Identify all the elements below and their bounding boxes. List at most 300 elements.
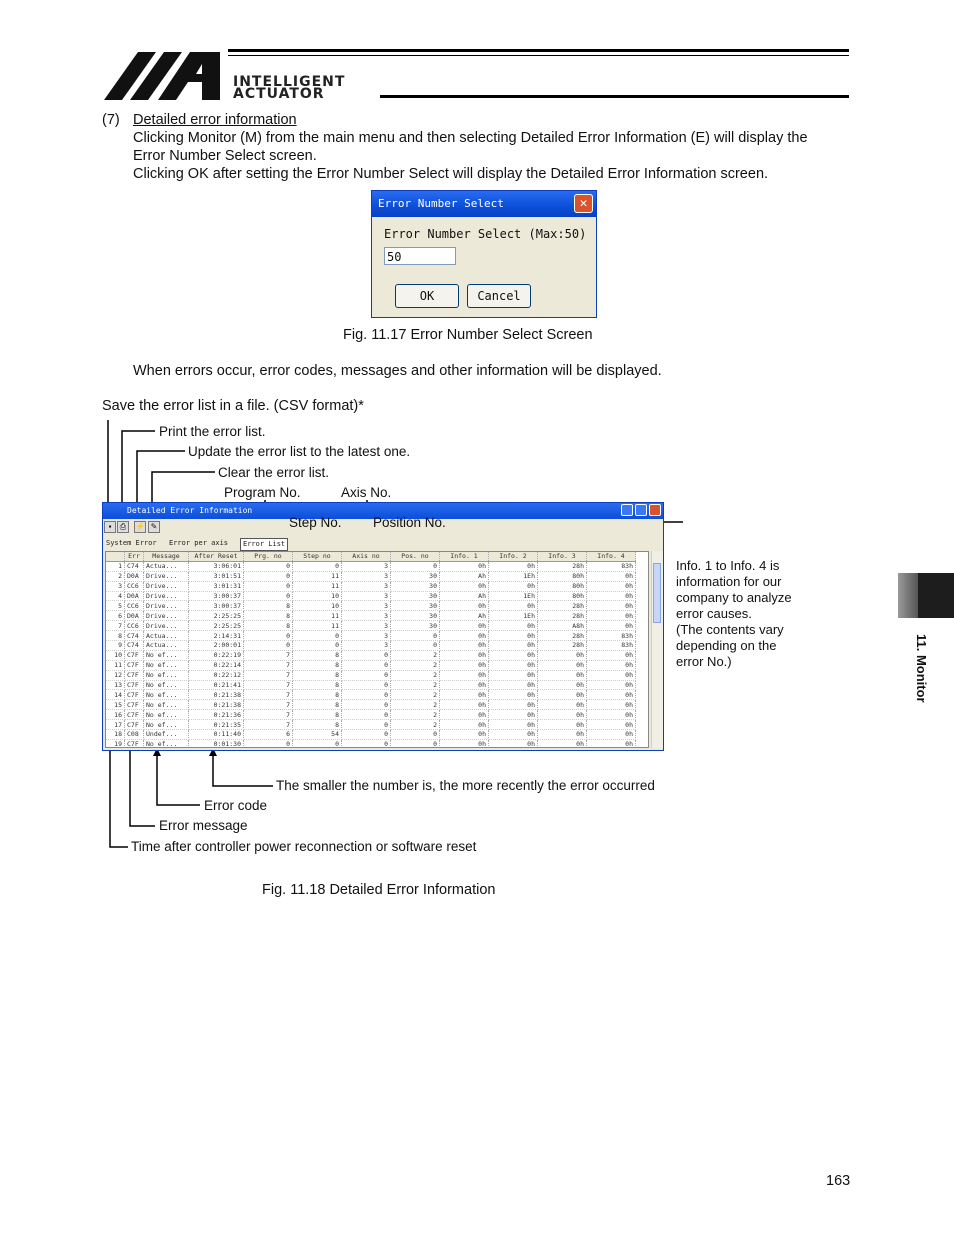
table-cell: 0h — [489, 730, 538, 740]
table-cell: 3 — [342, 581, 391, 591]
table-cell: Drive... — [144, 571, 189, 581]
table-cell: 0 — [293, 631, 342, 641]
table-cell: 0:22:14 — [189, 660, 244, 670]
table-cell: C7F — [125, 710, 144, 720]
column-header[interactable]: Axis no — [342, 552, 391, 561]
column-header[interactable]: Info. 3 — [538, 552, 587, 561]
table-cell: 0h — [440, 601, 489, 611]
table-cell: 13 — [106, 680, 125, 690]
table-cell: 2 — [106, 571, 125, 581]
table-cell: CC6 — [125, 581, 144, 591]
table-cell: C7F — [125, 700, 144, 710]
table-cell: 0 — [244, 581, 293, 591]
table-cell: 0h — [538, 690, 587, 700]
tab-error-list[interactable]: Error List — [240, 538, 288, 551]
ann-step-no: Step No. — [289, 515, 342, 530]
table-cell: 0h — [489, 670, 538, 680]
table-cell: 0:21:35 — [189, 720, 244, 730]
table-cell: 8 — [293, 710, 342, 720]
save-note: Save the error list in a file. (CSV format)* — [102, 398, 364, 414]
table-cell: 3 — [342, 631, 391, 641]
table-row[interactable] — [106, 660, 636, 670]
table-cell: 0:22:12 — [189, 670, 244, 680]
table-cell: 0 — [244, 571, 293, 581]
table-cell: 1 — [106, 561, 125, 571]
ann-program-no: Program No. — [224, 485, 301, 500]
table-row[interactable] — [106, 561, 636, 571]
ok-button[interactable]: OK — [395, 284, 459, 308]
table-cell: 14 — [106, 690, 125, 700]
column-header[interactable]: Prg. no — [244, 552, 293, 561]
close-icon[interactable]: ✕ — [574, 194, 593, 213]
table-cell: 2 — [391, 710, 440, 720]
table-body — [106, 561, 636, 748]
ann-position-no: Position No. — [373, 515, 446, 530]
table-cell: 3 — [342, 591, 391, 601]
table-cell: D0A — [125, 571, 144, 581]
table-cell: 0h — [538, 680, 587, 690]
ann-axis-no: Axis No. — [341, 485, 392, 500]
table-cell: 0h — [587, 690, 636, 700]
table-cell: 0h — [489, 660, 538, 670]
table-cell: 8 — [293, 680, 342, 690]
table-cell: 0h — [587, 650, 636, 660]
table-row[interactable] — [106, 621, 636, 631]
table-cell: Actua... — [144, 631, 189, 641]
table-cell: CC6 — [125, 601, 144, 611]
table-cell: 2:25:25 — [189, 611, 244, 621]
table-cell: No ef... — [144, 670, 189, 680]
table-cell: Undef... — [144, 730, 189, 740]
table-cell: No ef... — [144, 690, 189, 700]
table-cell: 0h — [538, 650, 587, 660]
table-cell: 0h — [440, 641, 489, 651]
table-cell: 0h — [440, 581, 489, 591]
tab-error-per-axis[interactable]: Error per axis — [169, 539, 229, 547]
detailed-error-window — [102, 502, 664, 751]
table-cell: 0h — [489, 690, 538, 700]
table-cell: 30 — [391, 591, 440, 601]
ann-smaller-number: The smaller the number is, the more recently the error occurred — [276, 778, 655, 793]
tab-strip — [103, 536, 663, 550]
table-row[interactable] — [106, 739, 636, 748]
table-cell: 2 — [391, 690, 440, 700]
table-cell: Ah — [440, 611, 489, 621]
table-cell: 6 — [244, 730, 293, 740]
table-cell: 0 — [342, 730, 391, 740]
table-cell: 0 — [342, 680, 391, 690]
table-cell: 8 — [293, 660, 342, 670]
table-cell: 0h — [440, 700, 489, 710]
table-cell: 0h — [587, 700, 636, 710]
table-cell: 0h — [587, 621, 636, 631]
table-cell: No ef... — [144, 710, 189, 720]
table-cell: 9 — [106, 641, 125, 651]
table-cell: 0h — [587, 670, 636, 680]
table-cell: 0h — [587, 611, 636, 621]
table-cell: 0:21:36 — [189, 710, 244, 720]
table-cell: 7 — [244, 660, 293, 670]
vertical-scrollbar[interactable] — [651, 551, 663, 748]
table-cell: 8 — [293, 700, 342, 710]
table-cell: 0 — [342, 660, 391, 670]
table-cell: 8 — [244, 601, 293, 611]
table-cell: 30 — [391, 571, 440, 581]
table-row[interactable] — [106, 611, 636, 621]
ann-print: Print the error list. — [159, 424, 266, 439]
table-cell: 1Eh — [489, 591, 538, 601]
table-cell: 28h — [538, 641, 587, 651]
table-cell: Drive... — [144, 591, 189, 601]
table-cell: 0h — [489, 650, 538, 660]
table-cell: 0h — [587, 710, 636, 720]
table-cell: 2 — [391, 700, 440, 710]
table-cell: Drive... — [144, 611, 189, 621]
figure-caption-1: Fig. 11.17 Error Number Select Screen — [343, 327, 593, 343]
table-cell: C74 — [125, 631, 144, 641]
table-cell: 28h — [538, 611, 587, 621]
table-cell: 0h — [587, 571, 636, 581]
table-cell: 80h — [538, 571, 587, 581]
cancel-button[interactable]: Cancel — [467, 284, 531, 308]
clear-icon[interactable]: ✎ — [148, 521, 160, 533]
column-header[interactable] — [106, 552, 125, 561]
table-cell: 11 — [293, 581, 342, 591]
table-cell: 0 — [342, 720, 391, 730]
table-cell: 5 — [106, 601, 125, 611]
column-header[interactable]: After Reset — [189, 552, 244, 561]
table-cell: 0h — [538, 660, 587, 670]
table-cell: 6 — [106, 611, 125, 621]
table-cell: 0h — [489, 641, 538, 651]
page-number: 163 — [826, 1173, 851, 1189]
table-cell: 7 — [106, 621, 125, 631]
table-cell: 0:21:41 — [189, 680, 244, 690]
table-cell: 12 — [106, 670, 125, 680]
table-cell: C7F — [125, 660, 144, 670]
scrollbar-thumb[interactable] — [653, 563, 661, 623]
window-title: Detailed Error Information — [127, 506, 253, 515]
table-cell: 0 — [391, 730, 440, 740]
table-cell: 0h — [587, 591, 636, 601]
side-tab-shade — [898, 573, 918, 618]
column-header[interactable]: Step no — [293, 552, 342, 561]
table-cell: 0h — [538, 720, 587, 730]
table-cell: 0h — [489, 631, 538, 641]
save-icon[interactable]: ▪ — [104, 521, 116, 533]
table-cell: 7 — [244, 670, 293, 680]
table-cell: 8 — [244, 621, 293, 631]
table-cell: 2:00:01 — [189, 641, 244, 651]
ann-info-6: depending on the — [676, 638, 777, 653]
table-cell: C7F — [125, 739, 144, 748]
table-cell: 0h — [489, 720, 538, 730]
table-cell: Drive... — [144, 621, 189, 631]
table-cell: 2 — [391, 680, 440, 690]
table-cell: 0h — [489, 700, 538, 710]
maximize-icon[interactable] — [635, 504, 647, 516]
table-cell: 0 — [293, 561, 342, 571]
column-header[interactable]: Info. 4 — [587, 552, 636, 561]
table-cell: 83h — [587, 641, 636, 651]
table-cell: Actua... — [144, 641, 189, 651]
table-row[interactable] — [106, 700, 636, 710]
table-cell: 3 — [342, 571, 391, 581]
table-row[interactable] — [106, 631, 636, 641]
table-cell: No ef... — [144, 739, 189, 748]
table-cell: 54 — [293, 730, 342, 740]
table-cell: 0h — [440, 730, 489, 740]
ann-time-after: Time after controller power reconnection or software reset — [131, 839, 477, 854]
table-cell: 0 — [293, 641, 342, 651]
table-cell: 30 — [391, 601, 440, 611]
table-cell: 3 — [342, 601, 391, 611]
table-cell: 0 — [244, 631, 293, 641]
table-cell: 0h — [440, 680, 489, 690]
table-cell: C7F — [125, 670, 144, 680]
table-cell: 0:01:30 — [189, 739, 244, 748]
table-cell: 0 — [244, 641, 293, 651]
table-cell: 0h — [440, 650, 489, 660]
column-header[interactable]: Info. 2 — [489, 552, 538, 561]
table-cell: 0 — [342, 710, 391, 720]
table-cell: 28h — [538, 601, 587, 611]
table-cell: 0 — [391, 641, 440, 651]
dialog-label: Error Number Select (Max:50) — [384, 227, 587, 241]
column-header[interactable]: Message — [144, 552, 189, 561]
table-cell: 3:01:31 — [189, 581, 244, 591]
error-number-input[interactable]: 50 — [384, 247, 456, 265]
table-cell: 30 — [391, 611, 440, 621]
table-cell: 3 — [342, 621, 391, 631]
table-cell: 11 — [106, 660, 125, 670]
figure-caption-2: Fig. 11.18 Detailed Error Information — [262, 882, 496, 898]
table-cell: 0:22:19 — [189, 650, 244, 660]
table-cell: 7 — [244, 700, 293, 710]
table-cell: 0h — [489, 581, 538, 591]
table-cell: 0h — [587, 581, 636, 591]
table-cell: 0h — [489, 680, 538, 690]
table-cell: Actua... — [144, 561, 189, 571]
table-cell: 0h — [587, 660, 636, 670]
ann-info-5: (The contents vary — [676, 622, 784, 637]
table-cell: 11 — [293, 571, 342, 581]
table-cell: 0:21:38 — [189, 690, 244, 700]
table-cell: C74 — [125, 641, 144, 651]
error-list-table — [106, 552, 636, 748]
side-tab-block — [918, 573, 954, 618]
ann-info-3: company to analyze — [676, 590, 792, 605]
table-cell: 0 — [342, 700, 391, 710]
section-title: Detailed error information — [133, 112, 297, 128]
table-cell: 0h — [538, 700, 587, 710]
table-cell: 3 — [342, 641, 391, 651]
table-cell: 2 — [391, 670, 440, 680]
table-cell: Drive... — [144, 581, 189, 591]
table-cell: 2:25:25 — [189, 621, 244, 631]
table-cell: 0h — [440, 621, 489, 631]
table-cell: 0 — [244, 739, 293, 748]
section-number: (7) — [102, 112, 120, 128]
table-cell: 80h — [538, 581, 587, 591]
table-row[interactable] — [106, 720, 636, 730]
ann-clear: Clear the error list. — [218, 465, 330, 480]
section-para1-line2: Error Number Select screen. — [133, 148, 317, 164]
ann-update: Update the error list to the latest one. — [188, 444, 411, 459]
table-cell: 2 — [391, 650, 440, 660]
table-cell: 2 — [391, 720, 440, 730]
table-cell: 0h — [538, 730, 587, 740]
error-list-grid[interactable] — [105, 551, 649, 748]
table-cell: 10 — [293, 601, 342, 611]
table-cell: 0h — [489, 739, 538, 748]
table-cell: 0h — [440, 720, 489, 730]
table-cell: 16 — [106, 710, 125, 720]
table-row[interactable] — [106, 581, 636, 591]
table-cell: 0 — [342, 739, 391, 748]
table-cell: 0 — [342, 670, 391, 680]
table-cell: Drive... — [144, 601, 189, 611]
section-para2: Clicking OK after setting the Error Number Select will display the Detailed Error Information screen. — [133, 166, 769, 182]
table-cell: 0 — [391, 561, 440, 571]
table-cell: 28h — [538, 561, 587, 571]
table-cell: 0h — [587, 601, 636, 611]
column-header[interactable]: Err — [125, 552, 144, 561]
ann-error-message: Error message — [159, 818, 248, 833]
table-cell: 1Eh — [489, 571, 538, 581]
ann-error-code: Error code — [204, 798, 268, 813]
print-icon[interactable]: ⎙ — [117, 521, 129, 533]
table-cell: 0h — [489, 561, 538, 571]
table-cell: 0h — [440, 561, 489, 571]
section-para1-line1: Clicking Monitor (M) from the main menu and then selecting Detailed Error Information (E) will display the — [133, 130, 808, 146]
table-cell: 17 — [106, 720, 125, 730]
table-cell: 0:21:38 — [189, 700, 244, 710]
table-cell: 7 — [244, 680, 293, 690]
table-row[interactable] — [106, 601, 636, 611]
table-cell: No ef... — [144, 700, 189, 710]
tab-system-error[interactable]: System Error — [106, 539, 157, 547]
table-cell: A8h — [538, 621, 587, 631]
table-cell: 11 — [293, 611, 342, 621]
table-row[interactable] — [106, 730, 636, 740]
update-icon[interactable]: ⚡ — [135, 522, 145, 531]
table-cell: 0h — [440, 631, 489, 641]
table-cell: 3:06:01 — [189, 561, 244, 571]
table-cell: CC6 — [125, 621, 144, 631]
table-cell: 19 — [106, 739, 125, 748]
table-cell: 8 — [293, 690, 342, 700]
table-cell: 30 — [391, 581, 440, 591]
table-cell: 11 — [293, 621, 342, 631]
table-cell: 10 — [293, 591, 342, 601]
table-cell: No ef... — [144, 660, 189, 670]
table-cell: 3:00:37 — [189, 591, 244, 601]
table-cell: 0h — [538, 739, 587, 748]
table-cell: D0A — [125, 611, 144, 621]
table-cell: 0h — [489, 621, 538, 631]
table-cell: Ah — [440, 571, 489, 581]
table-cell: 7 — [244, 650, 293, 660]
table-cell: 3 — [342, 611, 391, 621]
table-cell: 3:00:37 — [189, 601, 244, 611]
column-header[interactable]: Info. 1 — [440, 552, 489, 561]
table-row[interactable] — [106, 591, 636, 601]
ann-info-7: error No.) — [676, 654, 732, 669]
table-cell: 0h — [587, 730, 636, 740]
table-row[interactable] — [106, 710, 636, 720]
table-cell: 18 — [106, 730, 125, 740]
table-cell: 0h — [489, 601, 538, 611]
table-cell: No ef... — [144, 720, 189, 730]
table-row[interactable] — [106, 571, 636, 581]
table-cell: 3 — [342, 561, 391, 571]
brand-line-2: ACTUATOR — [233, 86, 325, 102]
table-cell: 0h — [440, 670, 489, 680]
ann-info-1: Info. 1 to Info. 4 is — [676, 558, 780, 573]
table-cell: D0A — [125, 591, 144, 601]
table-cell: 0h — [587, 680, 636, 690]
table-cell: 0 — [293, 739, 342, 748]
table-cell: 10 — [106, 650, 125, 660]
table-cell: 2:14:31 — [189, 631, 244, 641]
table-cell: C7F — [125, 690, 144, 700]
table-cell: 0 — [391, 631, 440, 641]
column-header[interactable]: Pos. no — [391, 552, 440, 561]
table-cell: 3 — [106, 581, 125, 591]
table-cell: C7F — [125, 720, 144, 730]
table-cell: 8 — [106, 631, 125, 641]
table-cell: 0h — [440, 660, 489, 670]
table-row[interactable] — [106, 650, 636, 660]
table-row[interactable] — [106, 680, 636, 690]
table-row[interactable] — [106, 641, 636, 651]
table-row[interactable] — [106, 670, 636, 680]
table-cell: 0h — [489, 710, 538, 720]
body-text: When errors occur, error codes, messages and other information will be displayed. — [133, 363, 662, 379]
table-cell: Ah — [440, 591, 489, 601]
table-cell: 0h — [587, 720, 636, 730]
table-cell: 8 — [293, 650, 342, 660]
table-cell: 0:11:40 — [189, 730, 244, 740]
table-cell: 4 — [106, 591, 125, 601]
table-cell: 7 — [244, 690, 293, 700]
side-tab-label: 11. Monitor — [914, 634, 929, 703]
table-cell: C7F — [125, 680, 144, 690]
table-cell: 1Eh — [489, 611, 538, 621]
table-cell: 0h — [538, 710, 587, 720]
ann-info-2: information for our — [676, 574, 782, 589]
table-cell: 80h — [538, 591, 587, 601]
table-cell: 0h — [440, 710, 489, 720]
table-cell: 28h — [538, 631, 587, 641]
table-cell: 7 — [244, 710, 293, 720]
close-icon[interactable] — [649, 504, 661, 516]
table-cell: No ef... — [144, 680, 189, 690]
table-cell: 8 — [293, 670, 342, 680]
table-cell: 15 — [106, 700, 125, 710]
table-row[interactable] — [106, 690, 636, 700]
minimize-icon[interactable] — [621, 504, 633, 516]
table-cell: 0h — [587, 739, 636, 748]
table-cell: 8 — [293, 720, 342, 730]
table-cell: 0 — [244, 591, 293, 601]
table-cell: 2 — [391, 660, 440, 670]
table-cell: 0 — [244, 561, 293, 571]
table-cell: 0h — [440, 739, 489, 748]
dialog-title-text: Error Number Select — [378, 197, 504, 210]
table-cell: C74 — [125, 561, 144, 571]
